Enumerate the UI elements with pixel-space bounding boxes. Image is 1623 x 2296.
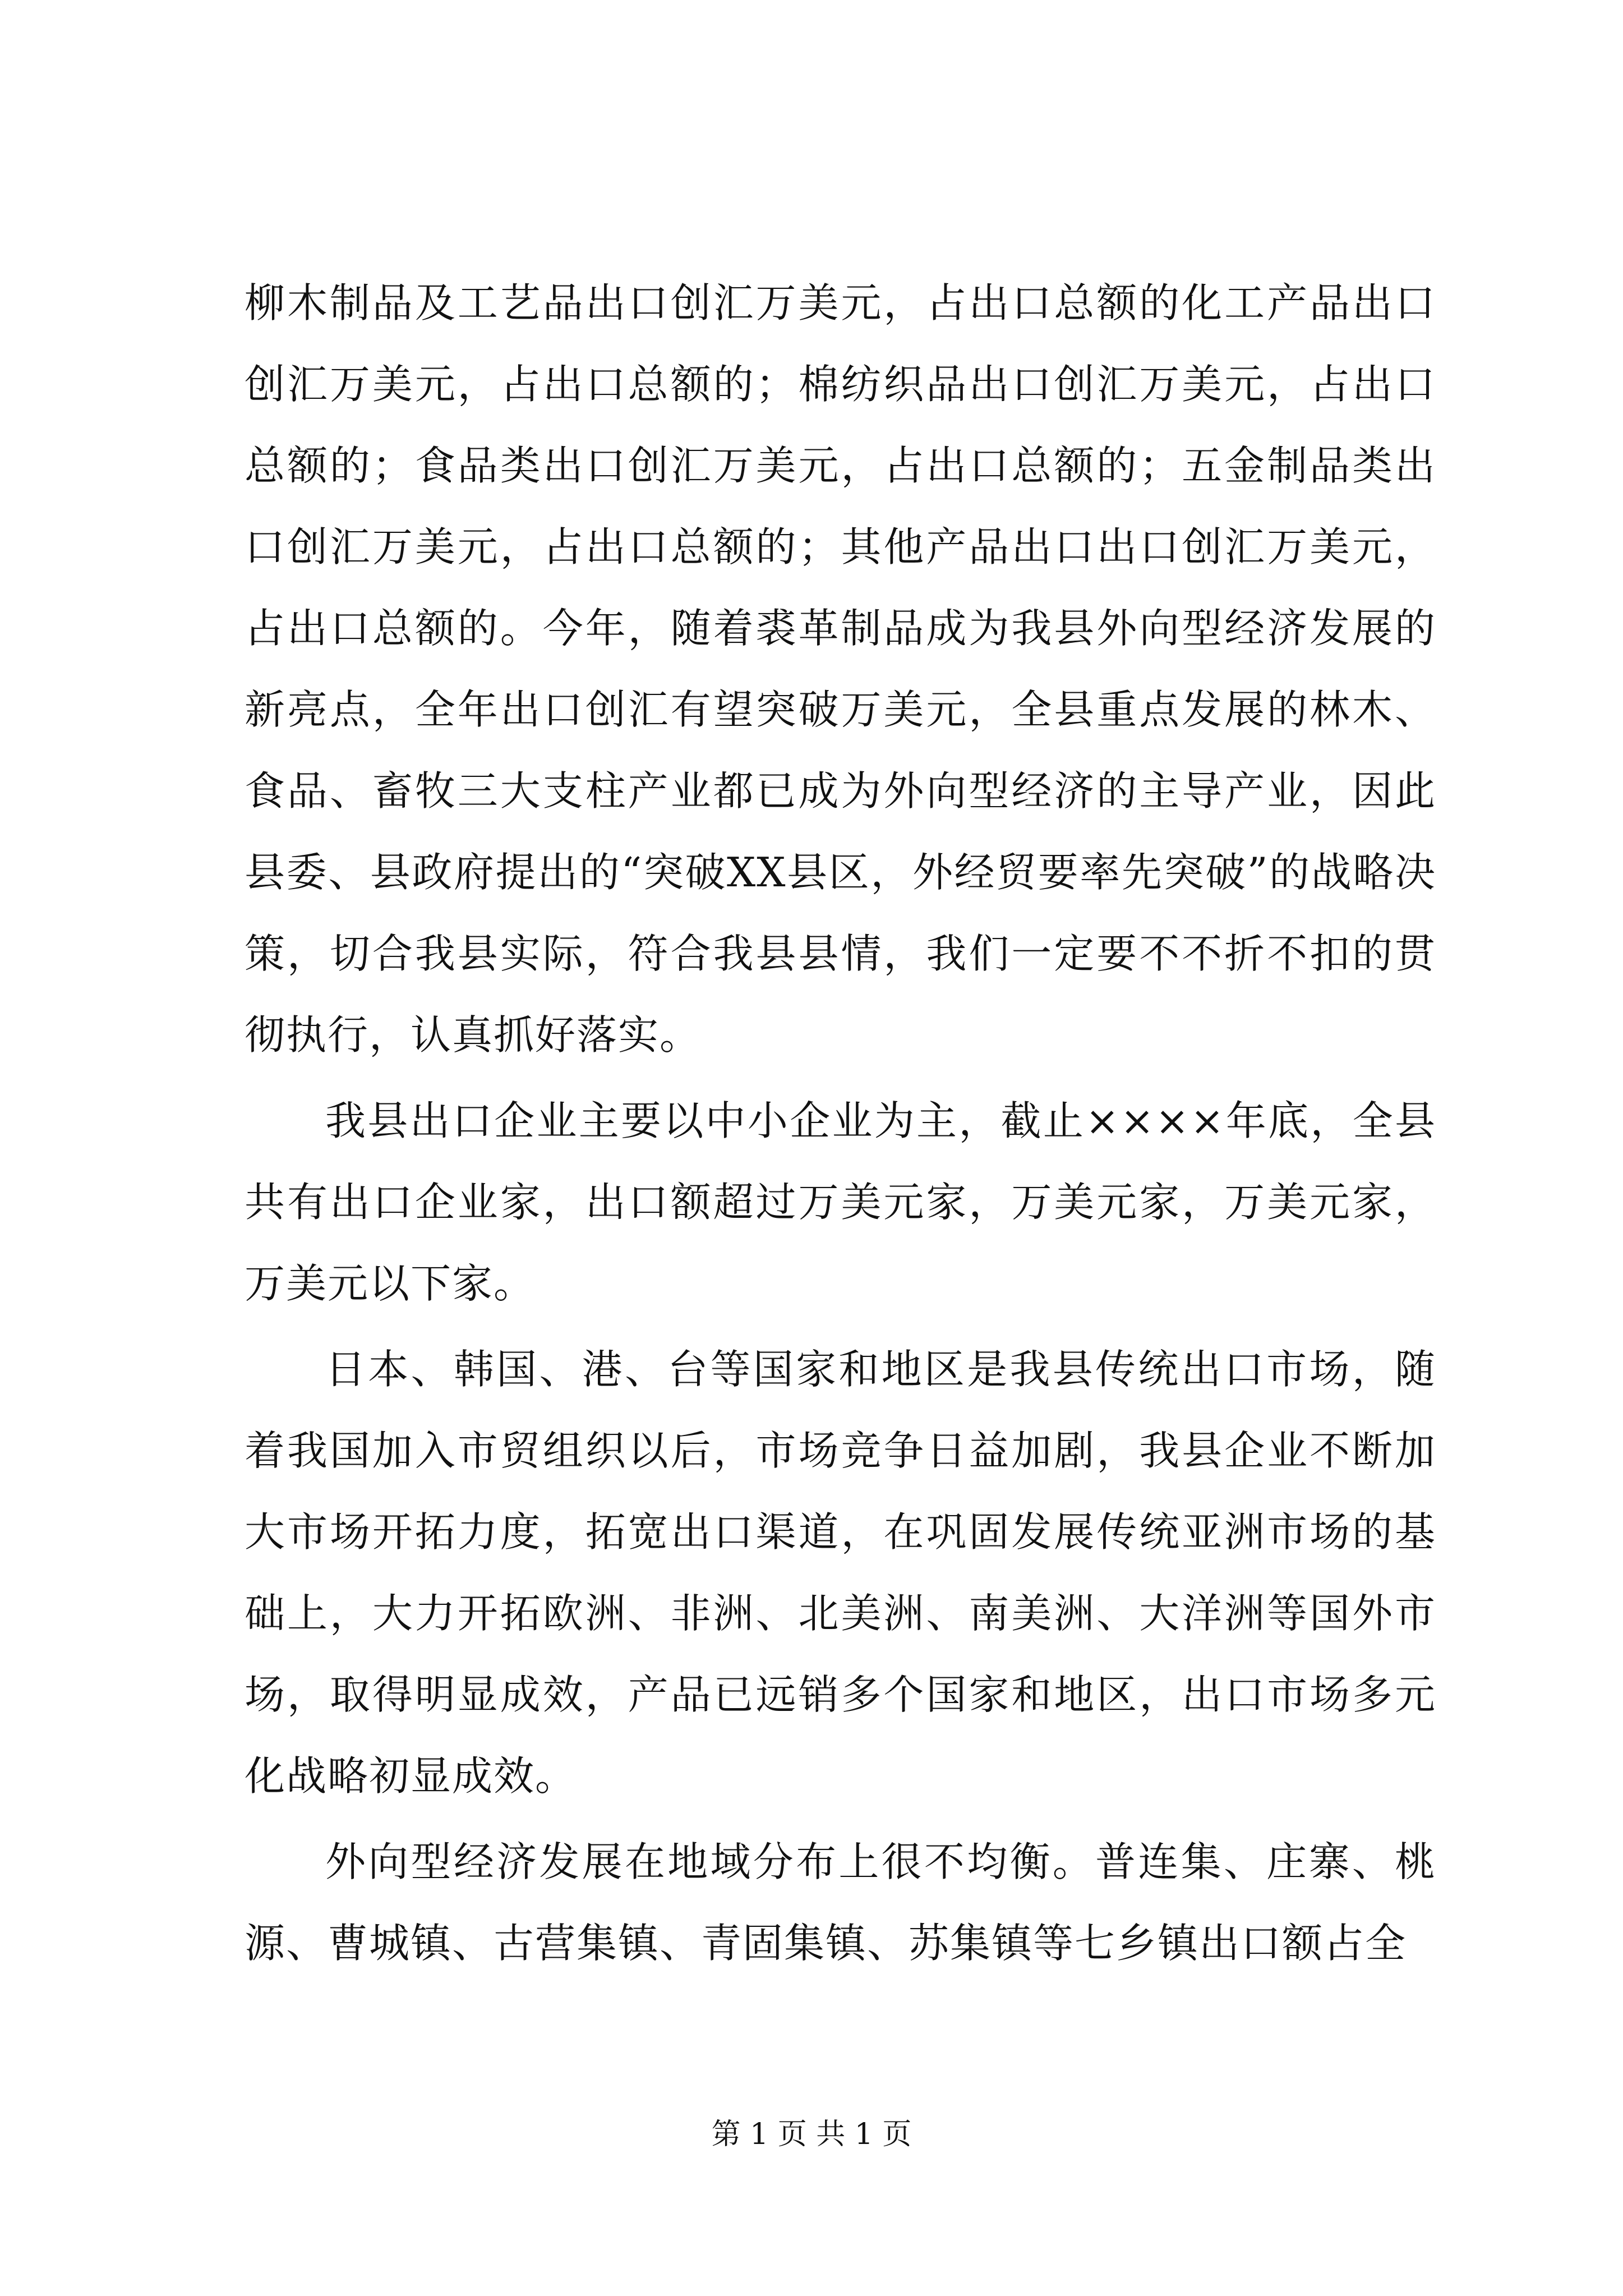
paragraph-2: 我县出口企业主要以中小企业为主，截止××××年底，全县共有出口企业家，出口额超过万美元家，万美元家，万美元家，万美元以下家。 <box>245 1097 1436 1307</box>
page-footer: 第 1 页 共 1 页 <box>711 2118 912 2151</box>
paragraph-4: 外向型经济发展在地域分布上很不均衡。普连集、庄寨、桃源、曹城镇、古营集镇、青固集镇、苏集镇等七乡镇出口额占全 <box>245 1838 1436 1967</box>
paragraph-1: 柳木制品及工艺品出口创汇万美元，占出口总额的化工产品出口创汇万美元，占出口总额的；棉纺织品出口创汇万美元，占出口总额的；食品类出口创汇万美元，占出口总额的；五金制品类出口创汇万美元，占出口总额的；其他产品出口出口创汇万美元，占出口总额的。今年，随着裘革制品成为我县外向型经济发展的新亮点，全年出口创汇有望突破万美元，全县重点发展的林木、食品、畜牧三大支柱产业都已成为外向型经济的主导产业，因此县委、县政府提出的“突破XX县区，外经贸要率先突破”的战略决策，切合我县实际，符合我县县情，我们一定要不不折不扣的贯彻执行，认真抓好落实。 <box>245 279 1436 1059</box>
document-body <box>245 263 1436 1984</box>
paragraph-3: 日本、韩国、港、台等国家和地区是我县传统出口市场，随着我国加入市贸组织以后，市场竞争日益加剧，我县企业不断加大市场开拓力度，拓宽出口渠道，在巩固发展传统亚洲市场的基础上，大力开拓欧洲、非洲、北美洲、南美洲、大洋洲等国外市场，取得明显成效，产品已远销多个国家和地区，出口市场多元化战略初显成效。 <box>245 1346 1436 1800</box>
